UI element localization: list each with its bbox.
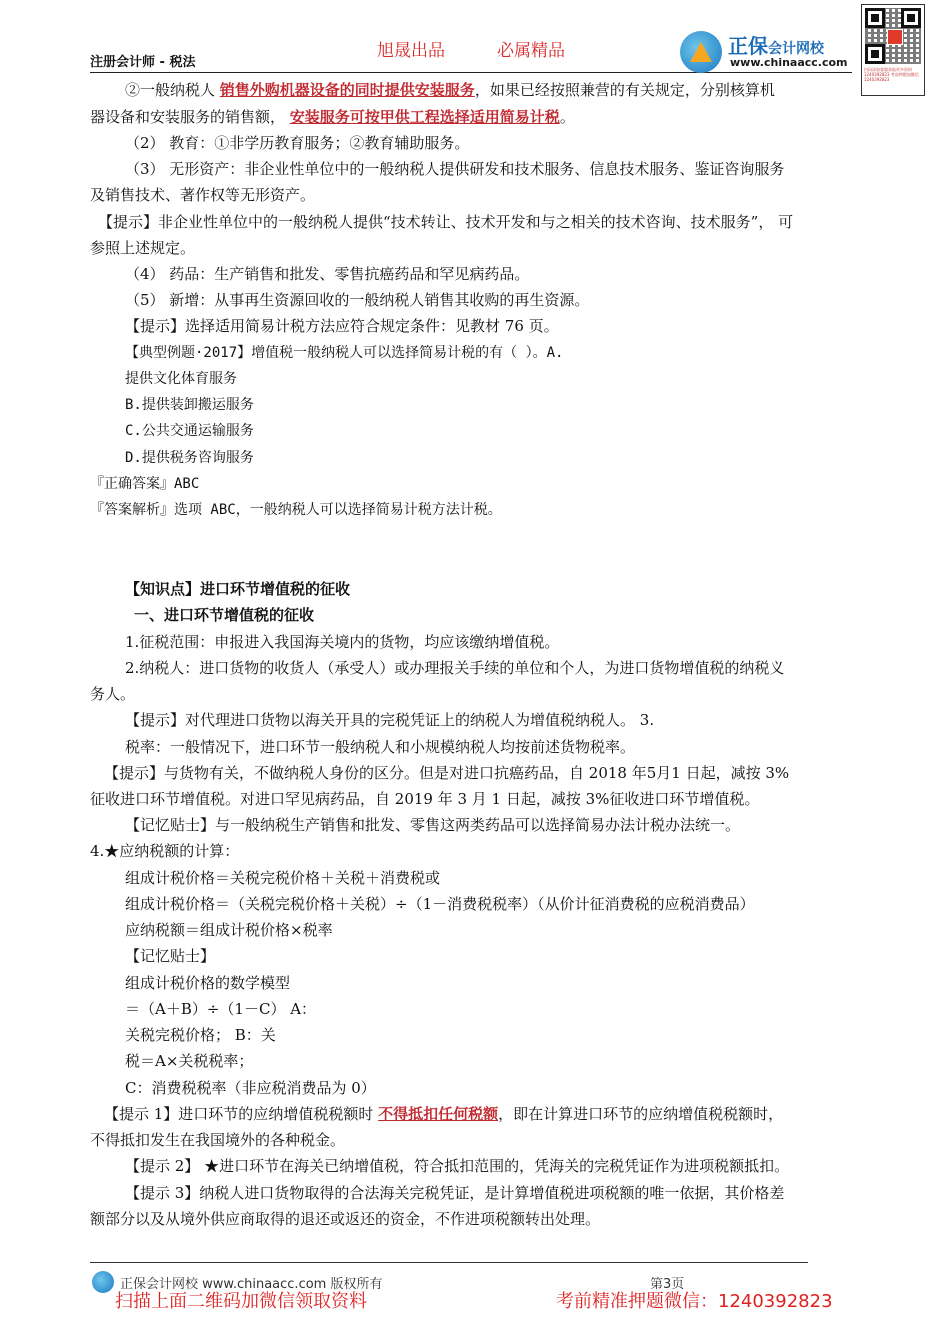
highlight-text: 不得抵扣任何税额 <box>378 1105 499 1123</box>
logo-sub: 会计网校 <box>768 41 824 57</box>
memo-line: 【记忆贴士】与一般纳税生产销售和批发、零售这两类药品可以选择简易办法计税办法统一。 <box>125 816 741 834</box>
section-title: 【知识点】进口环节增值税的征收 <box>125 580 351 598</box>
para-line: 1.征税范围：申报进入我国海关境内的货物，均应该缴纳增值税。 <box>125 633 560 651</box>
tip-line: 【提示】非企业性单位中的一般纳税人提供“技术转让、技术开发和与之相关的技术咨询、技术服务”， 可 <box>98 213 794 231</box>
tip-line: 【提示 2】 ★进口环节在海关已纳增值税，符合抵扣范围的，凭海关的完税凭证作为进项税额抵扣。 <box>125 1157 790 1175</box>
promo-right: 考前精准押题微信：1240392823 <box>556 1291 833 1312</box>
tip-line: 【提示 1】进口环节的应纳增值税税额时 不得抵扣任何税额，即在计算进口环节的应纳增值税税额时， <box>104 1105 784 1123</box>
brand-right: 必属精品 <box>497 41 565 61</box>
correct-answer: 『正确答案』ABC <box>90 476 200 492</box>
example-question: 【典型例题·2017】增值税一般纳税人可以选择简易计税的有（ ）。A. <box>125 345 564 361</box>
formula-line: 组成计税价格＝（关税完税价格＋关税）÷（1－消费税税率）（从价计征消费税的应税消费品） <box>125 895 755 913</box>
qr-caption: 扫码添加客服获取更多资料 1240392823 考前押题加微信 1240392823 <box>864 67 919 82</box>
para-line: 2.纳税人：进口货物的收货人（承受人）或办理报关手续的单位和个人，为进口货物增值税的纳税义 <box>125 659 785 677</box>
qr-center-logo-icon <box>887 29 903 45</box>
para-line: 4.★应纳税额的计算： <box>90 842 240 860</box>
tip-line: 【提示】对代理进口货物以海关开具的完税凭证上的纳税人为增值税纳税人。 3. <box>125 711 655 729</box>
option-b: B.提供装卸搬运服务 <box>125 397 254 413</box>
answer-analysis: 『答案解析』选项 ABC，一般纳税人可以选择简易计税方法计税。 <box>90 502 502 518</box>
formula-line: 关税完税价格； B：关 <box>125 1026 276 1044</box>
para-line: （2） 教育：①非学历教育服务；②教育辅助服务。 <box>125 134 470 152</box>
doc-title: 注册会计师 - 税法 <box>90 55 196 70</box>
footer-divider <box>90 1262 808 1263</box>
option-c: C.公共交通运输服务 <box>125 423 254 439</box>
section-subtitle: 一、进口环节增值税的征收 <box>134 606 315 624</box>
tip-line: 【提示】选择适用简易计税方法应符合规定条件：见教材 76 页。 <box>125 317 559 335</box>
para-line: 器设备和安装服务的销售额， 安装服务可按甲供工程选择适用简易计税。 <box>90 108 575 126</box>
memo-line: 【记忆贴士】 <box>125 947 216 965</box>
qr-code[interactable] <box>861 4 925 96</box>
option-d: D.提供税务咨询服务 <box>125 450 254 466</box>
para-line: 不得抵扣发生在我国境外的各种税金。 <box>90 1131 346 1149</box>
site-logo[interactable] <box>680 27 860 75</box>
logo-emblem-icon <box>680 31 722 73</box>
para-line: 征收进口环节增值税。对进口罕见病药品，自 2019 年 3 月 1 日起，减按 3%征收进口环节增值税。 <box>90 790 760 808</box>
formula-line: ＝（A＋B）÷（1－C） A： <box>125 1000 317 1018</box>
promo-left: 扫描上面二维码加微信领取资料 <box>115 1291 367 1312</box>
brand-left: 旭晟出品 <box>377 41 445 61</box>
footer-logo-icon <box>92 1271 114 1293</box>
para-line: 参照上述规定。 <box>90 239 196 257</box>
para-line: ②一般纳税人 销售外购机器设备的同时提供安装服务，如果已经按照兼营的有关规定，分别核算机 <box>125 81 775 99</box>
formula-line: 组成计税价格＝关税完税价格＋关税＋消费税或 <box>125 869 441 887</box>
formula-line: 应纳税额＝组成计税价格×税率 <box>125 921 333 939</box>
page-number: 第3页 <box>650 1277 685 1292</box>
tip-line: 【提示】与货物有关，不做纳税人身份的区分。但是对进口抗癌药品，自 2018 年5月1 日起，减按 3% <box>104 764 790 782</box>
para-line: （5） 新增：从事再生资源回收的一般纳税人销售其收购的再生资源。 <box>125 291 590 309</box>
para-line: （3） 无形资产：非企业性单位中的一般纳税人提供研发和技术服务、信息技术服务、鉴证咨询服务 <box>125 160 785 178</box>
logo-url: www.chinaacc.com <box>730 56 848 69</box>
para-line: 及销售技术、著作权等无形资产。 <box>90 186 316 204</box>
para-line: 额部分以及从境外供应商取得的退还或返还的资金，不作进项税额转出处理。 <box>90 1210 601 1228</box>
formula-line: 税＝A×关税税率； <box>125 1052 254 1070</box>
logo-name: 正保 <box>728 34 768 58</box>
highlight-text: 销售外购机器设备的同时提供安装服务 <box>219 81 475 99</box>
option-a: 提供文化体育服务 <box>125 371 237 387</box>
highlight-text: 安装服务可按甲供工程选择适用简易计税 <box>289 108 560 126</box>
para-line: 税率：一般情况下，进口环节一般纳税人和小规模纳税人均按前述货物税率。 <box>125 738 636 756</box>
qr-finder-icon <box>865 44 885 64</box>
qr-finder-icon <box>865 8 885 28</box>
footer-copyright: 正保会计网校 www.chinaacc.com 版权所有 <box>120 1277 383 1292</box>
para-line: 务人。 <box>90 685 136 703</box>
qr-finder-icon <box>901 8 921 28</box>
para-line: （4） 药品：生产销售和批发、零售抗癌药品和罕见病药品。 <box>125 265 530 283</box>
tip-line: 【提示 3】纳税人进口货物取得的合法海关完税凭证，是计算增值税进项税额的唯一依据，其价格差 <box>125 1184 785 1202</box>
para-line: 组成计税价格的数学模型 <box>125 974 291 992</box>
formula-line: C：消费税税率（非应税消费品为 0） <box>125 1079 376 1097</box>
